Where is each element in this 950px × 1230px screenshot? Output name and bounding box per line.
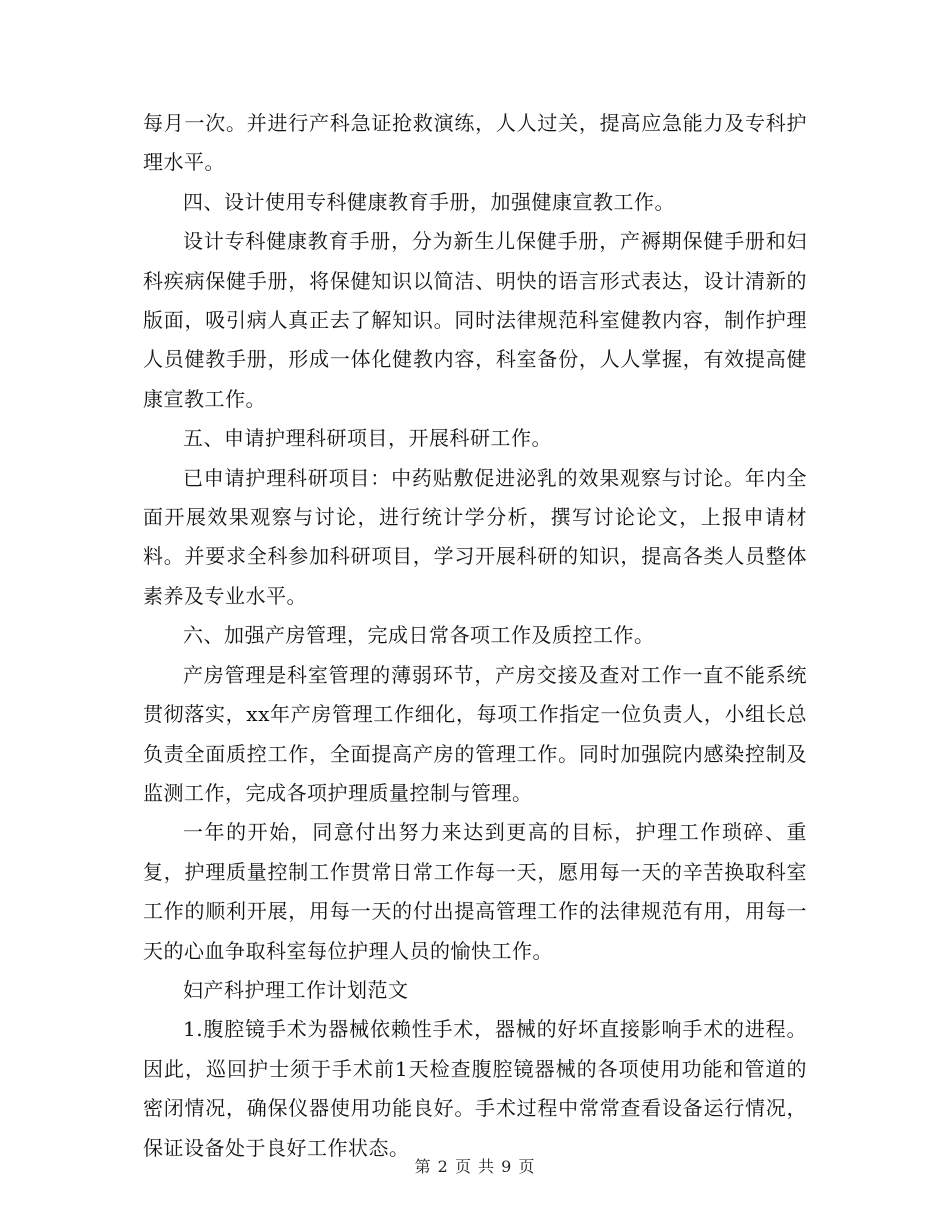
paragraph: 设计专科健康教育手册，分为新生儿保健手册，产褥期保健手册和妇科疾病保健手册，将保健知识以简洁、明快的语言形式表达，设计清新的版面，吸引病人真正去了解知识。同时法律规范科室健教内容，制作护理人员健教手册，形成一体化健教内容，科室备份，人人掌握，有效提高健康宣教工作。 — [143, 229, 807, 411]
paragraph: 已申请护理科研项目：中药贴敷促进泌乳的效果观察与讨论。年内全面开展效果观察与讨论，进行统计学分析，撰写讨论论文，上报申请材料。并要求全科参加科研项目，学习开展科研的知识，提高各类人员整体素养及专业水平。 — [143, 465, 807, 608]
document-body — [143, 104, 807, 1168]
page-number-footer: 第 2 页 共 9 页 — [414, 1157, 536, 1176]
paragraph: 每月一次。并进行产科急证抢救演练，人人过关，提高应急能力及专科护理水平。 — [143, 111, 807, 175]
paragraph: 1.腹腔镜手术为器械依赖性手术，器械的好坏直接影响手术的进程。因此，巡回护士须于手术前1天检查腹腔镜器械的各项使用功能和管道的密闭情况，确保仪器使用功能良好。手术过程中常常查看设备运行情况，保证设备处于良好工作状态。 — [143, 1017, 807, 1160]
paragraph: 一年的开始，同意付出努力来达到更高的目标，护理工作琐碎、重复，护理质量控制工作贯常日常工作每一天，愿用每一天的辛苦换取科室工作的顺利开展，用每一天的付出提高管理工作的法律规范有用，用每一天的心血争取科室每位护理人员的愉快工作。 — [143, 820, 807, 963]
section-heading-5: 五、申请护理科研项目，开展科研工作。 — [183, 426, 552, 451]
section-heading-4: 四、设计使用专科健康教育手册，加强健康宣教工作。 — [183, 189, 675, 214]
paragraph: 产房管理是科室管理的薄弱环节，产房交接及查对工作一直不能系统贯彻落实，xx年产房管理工作细化，每项工作指定一位负责人，小组长总负责全面质控工作，全面提高产房的管理工作。同时加强院内感染控制及监测工作，完成各项护理质量控制与管理。 — [143, 662, 807, 805]
document-subtitle: 妇产科护理工作计划范文 — [183, 977, 409, 1002]
section-heading-6: 六、加强产房管理，完成日常各项工作及质控工作。 — [183, 623, 655, 648]
